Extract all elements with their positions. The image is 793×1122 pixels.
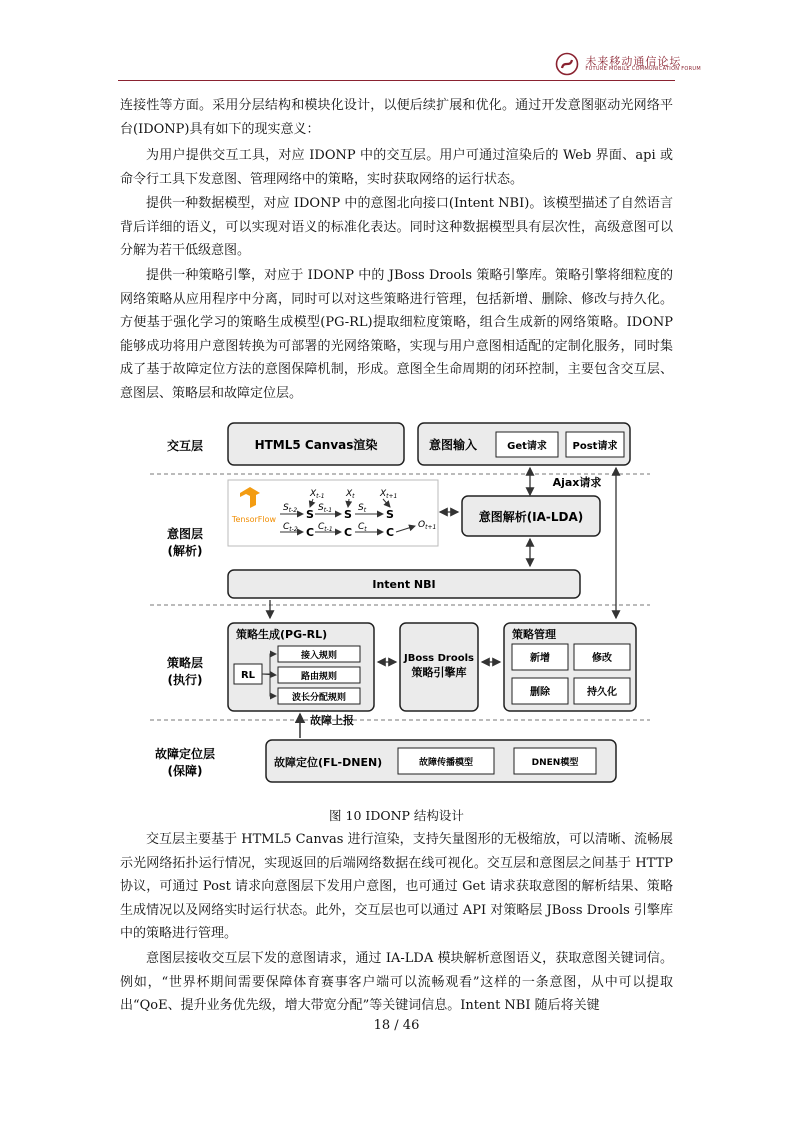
- header-rule: [118, 80, 675, 81]
- forum-logo: [555, 52, 701, 76]
- lstm-node-s: S: [386, 508, 394, 521]
- lstm-node-c: C: [306, 526, 315, 539]
- intent-input-label: 意图输入: [428, 438, 478, 452]
- idonp-architecture-figure: [150, 418, 650, 800]
- get-request-label: Get请求: [507, 441, 547, 452]
- intent-nbi-label: Intent NBI: [372, 578, 436, 591]
- policy-persist-label: 持久化: [587, 687, 617, 698]
- tensorflow-panel: [228, 480, 438, 546]
- lstm-s-t: $S_t$: [358, 503, 367, 514]
- page-number: 18 / 46: [373, 1018, 420, 1033]
- fault-report-label: 故障上报: [310, 714, 354, 727]
- layer-label-policy: 策略层: [166, 656, 204, 670]
- layer-label-fault-sub: (保障): [167, 764, 203, 778]
- jboss-engine-label: 策略引擎库: [411, 666, 467, 679]
- jboss-drools-label: JBoss Drools: [404, 653, 474, 664]
- policy-modify-label: 修改: [592, 653, 612, 664]
- html5-canvas-label: HTML5 Canvas渲染: [254, 438, 378, 452]
- lstm-c-t-2: $C_{t-2}$: [283, 522, 298, 533]
- dnen-model-label: DNEN模型: [531, 758, 579, 768]
- lstm-c-t: $C_t$: [358, 522, 367, 533]
- policy-delete-label: 删除: [530, 687, 550, 698]
- paragraph-policy-engine: 提供一种策略引擎，对应于 IDONP 中的 JBoss Drools 策略引擎库。策略引擎将细粒度的网络策略从应用程序中分离，同时可以对这些策略进行管理，包括新增、删除、修改与持久化。方便基于强化学习的策略生成模型(PG-RL)提取细粒度策略，组合生成新的网络策略。IDONP 能够成功将用户意图转换为可部署的光网络策略，实现与用户意图相适配的定制化服务，同时集成了基于故障定位方法的意图保障机制，形成。意图全生命周期的闭环控制，主要包含交互层、意图层、策略层和故障定位层。: [120, 268, 673, 401]
- fault-propagation-label: 故障传播模型: [418, 758, 474, 768]
- lstm-o-t+1: $O_{t+1}$: [418, 520, 437, 531]
- pg-rl-label: 策略生成(PG-RL): [236, 628, 328, 641]
- layer-label-policy-sub: (执行): [167, 673, 203, 687]
- ia-lda-label: 意图解析(IA-LDA): [478, 510, 584, 524]
- logo-chinese-name: 未来移动通信论坛: [585, 54, 682, 68]
- paragraph-interaction-tool: 为用户提供交互工具，对应 IDONP 中的交互层。用户可通过渲染后的 Web 界面、api 或命令行工具下发意图、管理网络中的策略，实时获取网络的运行状态。: [120, 148, 673, 187]
- post-request-label: Post请求: [572, 441, 618, 452]
- tensorflow-label: TensorFlow: [231, 515, 277, 524]
- layer-label-intent-sub: (解析): [167, 544, 203, 558]
- policy-management-label: 策略管理: [512, 628, 556, 641]
- rule-route-label: 路由规则: [300, 672, 338, 682]
- lstm-s-t-1: $S_{t-1}$: [318, 503, 333, 514]
- paragraph-data-model: 提供一种数据模型，对应 IDONP 中的意图北向接口(Intent NBI)。该模型描述了自然语言背后详细的语义，可以实现对语义的标准化表达。同时这种数据模型具有层次性，高级意图可以分解为若干低级意图。: [120, 196, 673, 259]
- rl-label: RL: [240, 670, 256, 681]
- lstm-s-t-2: $S_{t-2}$: [283, 503, 298, 514]
- layer-label-interaction: 交互层: [166, 439, 204, 453]
- paragraph-intent-layer: 意图层接收交互层下发的意图请求，通过 IA-LDA 模块解析意图语义，获取意图关键词信。例如，“世界杯期间需要保障体育赛事客户端可以流畅观看”这样的一条意图，从中可以提取出“QoE、提升业务优先级，增大带宽分配”等关键词信息。Intent NBI 随后将关键: [120, 951, 673, 1014]
- paragraph-interaction-layer: 交互层主要基于 HTML5 Canvas 进行渲染，支持矢量图形的无极缩放，可以清晰、流畅展示光网络拓扑运行情况，实现返回的后端网络数据在线可视化。交互层和意图层之间基于 HTTP 协议，可通过 Post 请求向意图层下发用户意图，也可通过 Get 请求获取意图的解析结果、策略生成情况以及网络实时运行状态。此外，交互层也可以通过 API 对策略层 JBoss Drools 引擎库中的策略进行管理。: [120, 832, 673, 942]
- layer-label-fault: 故障定位层: [154, 747, 216, 761]
- rule-access-label: 接入规则: [300, 651, 338, 661]
- lstm-x-t: $X_t$: [346, 489, 355, 500]
- lstm-node-c: C: [344, 526, 353, 539]
- rule-wave-label: 波长分配规则: [291, 693, 347, 703]
- lstm-node-s: S: [344, 508, 352, 521]
- paragraph-intro: 连接性等方面。采用分层结构和模块化设计，以便后续扩展和优化。通过开发意图驱动光网络平台(IDONP)具有如下的现实意义：: [120, 98, 673, 137]
- lstm-x-t-1: $X_{t-1}$: [310, 489, 325, 500]
- lstm-x-t+1: $X_{t+1}$: [380, 489, 398, 500]
- forum-logo-icon: [555, 52, 579, 76]
- lstm-node-c: C: [386, 526, 395, 539]
- policy-add-label: 新增: [530, 653, 550, 664]
- layer-label-intent: 意图层: [166, 527, 204, 541]
- logo-english-name: FUTURE MOBILE COMMUNICATION FORUM: [585, 66, 701, 73]
- lstm-c-t-1: $C_{t-1}$: [318, 522, 333, 533]
- lstm-node-s: S: [306, 508, 314, 521]
- figure-caption: 图 10 IDONP 结构设计: [329, 808, 464, 823]
- fl-dnen-label: 故障定位(FL-DNEN): [274, 756, 383, 769]
- ajax-request-label: Ajax请求: [552, 476, 602, 489]
